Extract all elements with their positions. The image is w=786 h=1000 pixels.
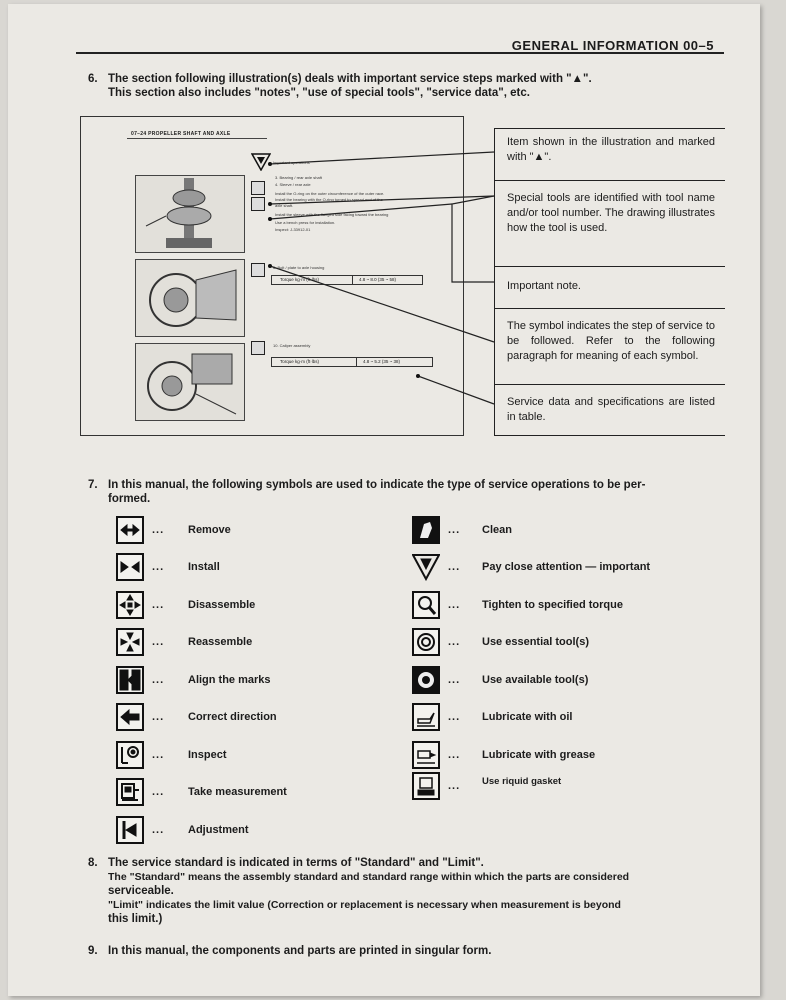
dots: ... <box>152 599 165 611</box>
remove-icon <box>116 516 144 544</box>
callout-marked-item: Item shown in the illustration and marked with "▲". <box>495 129 725 181</box>
symbol-label: Disassemble <box>188 599 256 611</box>
callout-special-tools: Special tools are identified with tool name and/or tool number. The drawing illustrates how the tool is used. <box>495 181 725 267</box>
dots: ... <box>152 749 165 761</box>
disassemble-icon <box>116 591 144 619</box>
symbol-label: Remove <box>188 524 231 536</box>
note-line-1: Install the O-ring on the outer circumference of the outer race. <box>275 191 385 196</box>
item-9-number: 9. <box>88 945 98 957</box>
symbol-label: Use available tool(s) <box>482 674 589 686</box>
symbol-label: Lubricate with oil <box>482 711 573 723</box>
callout-panel <box>494 128 725 436</box>
torque-2-value: 4.8 ~ 5.2 (35 ~ 38) <box>356 358 400 366</box>
note-line-6: Inspect: J-33912-01 <box>275 227 311 232</box>
item-7-number: 7. <box>88 479 98 491</box>
torque-1-label: Torque kg·m (ft·lbs) <box>280 277 320 282</box>
dots: ... <box>448 674 461 686</box>
symbol-label: Adjustment <box>188 824 249 836</box>
note-line-2: Install the bearing with the O-ring turned to spread end of the <box>275 197 383 202</box>
correct-direction-icon <box>116 703 144 731</box>
symbol-label: Align the marks <box>188 674 271 686</box>
symbol-label: Tighten to specified torque <box>482 599 623 611</box>
note-line-5: Use a bench press for installation. <box>275 220 336 225</box>
symbol-label: Use riquid gasket <box>482 776 562 787</box>
torque-2-label: Torque kg·m (ft·lbs) <box>280 359 320 364</box>
symbol-label: Lubricate with grease <box>482 749 596 761</box>
item-7-line-1: In this manual, the following symbols are used to indicate the type of service operations to be per- <box>108 479 646 491</box>
important-operations-label: Important operations <box>273 160 310 165</box>
item-8-line-2: The "Standard" means the assembly standard and standard range within which the parts are considered <box>108 871 630 883</box>
item-7 <box>88 478 645 492</box>
dots: ... <box>448 524 461 536</box>
symbol-label: Clean <box>482 524 512 536</box>
item-8-line-4: "Limit" indicates the limit value (Correction or replacement is necessary when measurement is beyond <box>108 899 621 911</box>
symbol-label: Use essential tool(s) <box>482 636 589 648</box>
grease-icon <box>412 741 440 769</box>
dots: ... <box>152 711 165 723</box>
item-9-line-1: In this manual, the components and parts are printed in singular form. <box>108 945 492 957</box>
attention-icon <box>412 553 440 581</box>
measurement-icon <box>116 778 144 806</box>
symbol-label: Take measurement <box>188 786 287 798</box>
clean-icon <box>412 516 440 544</box>
step-6: 6. Bolt / plate to axle housing <box>273 265 325 270</box>
step-10: 10. Caliper assembly <box>273 343 311 348</box>
symbol-label: Inspect <box>188 749 227 761</box>
callout-service-step: The symbol indicates the step of service to be followed. Refer to the following paragraph for meaning of each symbol. <box>495 309 725 385</box>
dots: ... <box>448 711 461 723</box>
note-line-4: Install the sleeve with the flanged side facing toward the bearing <box>275 212 389 217</box>
essential-tool-icon <box>412 628 440 656</box>
page-header: GENERAL INFORMATION 00–5 <box>511 38 714 53</box>
item-6-line-2: This section also includes "notes", "use of special tools", "service data", etc. <box>108 87 530 99</box>
dots: ... <box>448 599 461 611</box>
reassemble-icon <box>116 628 144 656</box>
item-8 <box>88 856 484 870</box>
item-8-line-1: The service standard is indicated in terms of "Standard" and "Limit". <box>108 857 484 869</box>
item-7-line-2: formed. <box>108 493 151 505</box>
dots: ... <box>448 749 461 761</box>
item-6-number: 6. <box>88 73 98 85</box>
dots: ... <box>152 824 165 836</box>
note-line-3: axle shaft. <box>275 203 294 208</box>
illustration-title: 07–24 PROPELLER SHAFT AND AXLE <box>131 131 231 137</box>
callout-important-note: Important note. <box>495 267 725 309</box>
item-8-number: 8. <box>88 857 98 869</box>
inspect-icon <box>116 741 144 769</box>
step-4: 4. Sleeve / rear axle <box>275 182 311 187</box>
symbol-label: Pay close attention — important <box>482 561 651 573</box>
item-6-line-1: The section following illustration(s) deals with important service steps marked with "▲". <box>108 73 592 85</box>
available-tool-icon <box>412 666 440 694</box>
install-icon <box>116 553 144 581</box>
symbol-label: Correct direction <box>188 711 277 723</box>
torque-icon <box>412 591 440 619</box>
item-8-line-3: serviceable. <box>108 885 174 897</box>
dots: ... <box>152 674 165 686</box>
oil-icon <box>412 703 440 731</box>
dots: ... <box>152 561 165 573</box>
liquid-gasket-icon <box>412 772 440 800</box>
dots: ... <box>152 786 165 798</box>
dots: ... <box>448 561 461 573</box>
dots: ... <box>448 636 461 648</box>
align-marks-icon <box>116 666 144 694</box>
manual-page <box>8 4 760 996</box>
symbol-label: Install <box>188 561 220 573</box>
torque-1-value: 4.8 ~ 8.0 (35 ~ 58) <box>352 276 396 284</box>
item-9 <box>88 944 491 958</box>
symbol-label: Reassemble <box>188 636 253 648</box>
dots: ... <box>152 524 165 536</box>
item-8-line-5: this limit.) <box>108 913 163 925</box>
step-3: 3. Bearing / rear axle shaft <box>275 175 322 180</box>
adjustment-icon <box>116 816 144 844</box>
dots: ... <box>448 780 461 792</box>
dots: ... <box>152 636 165 648</box>
callout-service-data: Service data and specifications are listed in table. <box>507 396 715 423</box>
